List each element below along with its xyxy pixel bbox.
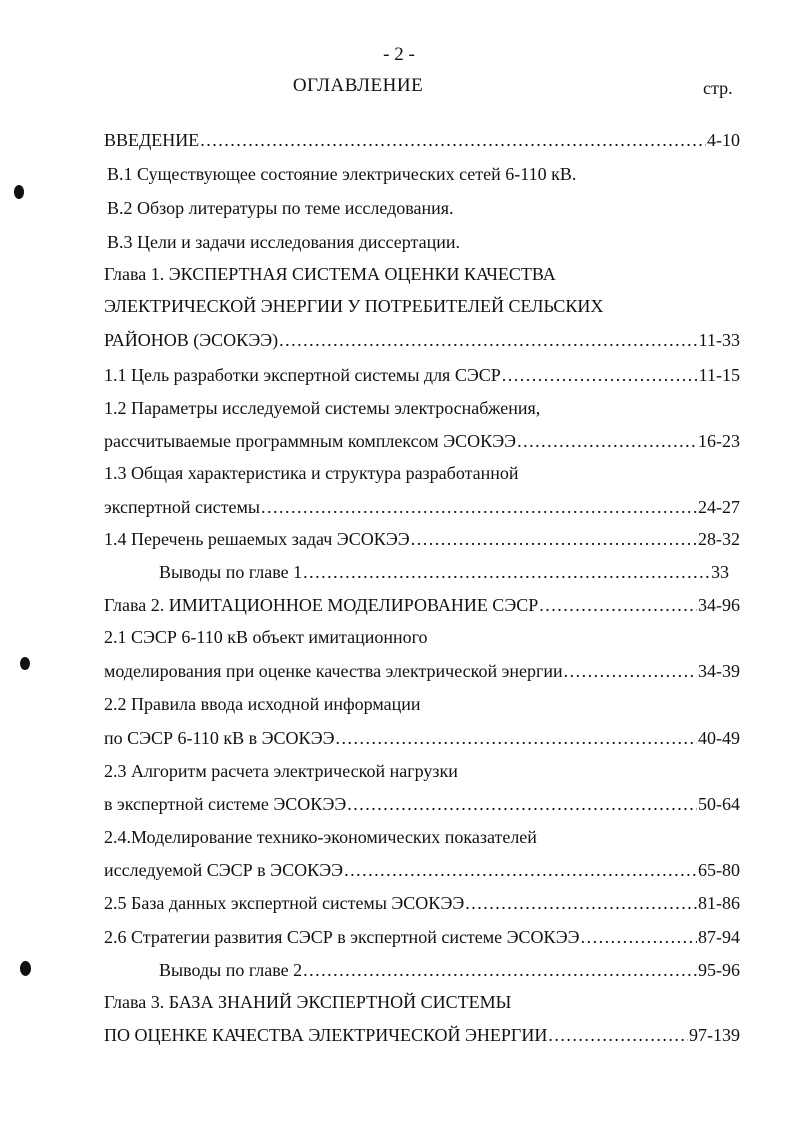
toc-entry-text: моделирования при оценке качества электрической энергии	[104, 661, 563, 681]
toc-entry-text: В.2 Обзор литературы по теме исследования.	[107, 198, 454, 218]
toc-entry-text: Выводы по главе 1	[159, 562, 303, 582]
toc-entry-2-4-line2[interactable]	[104, 858, 740, 882]
toc-entry-pages: 34-39	[698, 661, 740, 681]
toc-chapter3-line1[interactable]	[104, 990, 511, 1014]
toc-entry-text: 2.4.Моделирование технико-экономических показателей	[104, 827, 537, 847]
leader-dots	[279, 328, 698, 352]
toc-entry-text: 2.3 Алгоритм расчета электрической нагрузки	[104, 761, 458, 781]
toc-entry-2-4-line1[interactable]	[104, 825, 537, 849]
toc-chapter1-line2[interactable]	[104, 294, 603, 318]
toc-entry-b2[interactable]	[107, 196, 454, 220]
toc-entry-1-2-line1[interactable]	[104, 396, 540, 420]
leader-dots	[502, 363, 698, 387]
toc-entry-1-1[interactable]	[104, 363, 740, 387]
toc-entry-pages: 11-33	[698, 330, 740, 350]
toc-entry-text: ЭЛЕКТРИЧЕСКОЙ ЭНЕРГИИ У ПОТРЕБИТЕЛЕЙ СЕЛЬСКИХ	[104, 296, 604, 316]
toc-entry-pages: 11-15	[698, 365, 740, 385]
leader-dots	[539, 593, 697, 617]
leader-dots	[200, 128, 706, 152]
toc-entry-pages: 16-23	[698, 431, 740, 451]
toc-chapter1-line3[interactable]	[104, 328, 740, 352]
leader-dots	[581, 925, 697, 949]
toc-chapter3-line2[interactable]	[104, 1023, 740, 1047]
toc-entry-text: 1.1 Цель разработки экспертной системы для СЭСР	[104, 365, 501, 385]
leader-dots	[564, 659, 697, 683]
toc-entry-pages: 65-80	[698, 860, 740, 880]
leader-dots	[303, 958, 697, 982]
leader-dots	[465, 891, 697, 915]
toc-entry-pages: 40-49	[698, 728, 740, 748]
page-number: - 2 -	[383, 44, 415, 65]
toc-entry-b3[interactable]	[107, 230, 460, 254]
toc-entry-text: Выводы по главе 2	[159, 960, 303, 980]
toc-entry-text: рассчитываемые программным комплексом ЭСОКЭЭ	[104, 431, 517, 451]
toc-entry-pages: 28-32	[698, 529, 740, 549]
toc-entry-text: Глава 1. ЭКСПЕРТНАЯ СИСТЕМА ОЦЕНКИ КАЧЕСТВА	[104, 264, 556, 284]
toc-entry-text: РАЙОНОВ (ЭСОКЭЭ)	[104, 330, 279, 350]
toc-entry-intro[interactable]	[104, 128, 740, 152]
leader-dots	[517, 429, 697, 453]
toc-entry-text: ПО ОЦЕНКЕ КАЧЕСТВА ЭЛЕКТРИЧЕСКОЙ ЭНЕРГИИ	[104, 1025, 548, 1045]
toc-entry-conclusions-1[interactable]	[159, 560, 729, 584]
leader-dots	[261, 495, 697, 519]
toc-entry-1-4[interactable]	[104, 527, 740, 551]
toc-entry-pages: 50-64	[698, 794, 740, 814]
toc-entry-2-2-line1[interactable]	[104, 692, 421, 716]
toc-entry-text: 2.5 База данных экспертной системы ЭСОКЭЭ	[104, 893, 465, 913]
leader-dots	[548, 1023, 688, 1047]
toc-entry-2-3-line2[interactable]	[104, 792, 740, 816]
toc-entry-pages: 95-96	[698, 960, 740, 980]
toc-entry-2-3-line1[interactable]	[104, 759, 458, 783]
leader-dots	[336, 726, 698, 750]
toc-chapter2[interactable]	[104, 593, 740, 617]
toc-entry-text: 2.1 СЭСР 6-110 кВ объект имитационного	[104, 627, 428, 647]
toc-entry-conclusions-2[interactable]	[159, 958, 740, 982]
toc-entry-text: исследуемой СЭСР в ЭСОКЭЭ	[104, 860, 344, 880]
toc-chapter1-line1[interactable]	[104, 262, 556, 286]
toc-entry-text: 1.4 Перечень решаемых задач ЭСОКЭЭ	[104, 529, 410, 549]
toc-entry-pages: 34-96	[698, 595, 740, 615]
toc-entry-2-5[interactable]	[104, 891, 740, 915]
toc-entry-text: в экспертной системе ЭСОКЭЭ	[104, 794, 347, 814]
leader-dots	[344, 858, 697, 882]
leader-dots	[411, 527, 697, 551]
toc-entry-pages: 4-10	[707, 130, 740, 150]
toc-entry-2-6[interactable]	[104, 925, 740, 949]
toc-entry-text: по СЭСР 6-110 кВ в ЭСОКЭЭ	[104, 728, 335, 748]
toc-entry-b1[interactable]	[107, 162, 576, 186]
toc-entry-1-3-line1[interactable]	[104, 461, 519, 485]
toc-entry-pages: 33	[711, 562, 729, 582]
toc-entry-1-3-line2[interactable]	[104, 495, 740, 519]
toc-entry-text: экспертной системы	[104, 497, 260, 517]
toc-entry-text: 2.6 Стратегии развития СЭСР в экспертной системе ЭСОКЭЭ	[104, 927, 580, 947]
toc-entry-text: ВВЕДЕНИЕ	[104, 130, 200, 150]
toc-entry-pages: 81-86	[698, 893, 740, 913]
toc-entry-pages: 97-139	[689, 1025, 740, 1045]
toc-entry-pages: 87-94	[698, 927, 740, 947]
toc-entry-2-1-line2[interactable]	[104, 659, 740, 683]
leader-dots	[347, 792, 697, 816]
toc-entry-text: Глава 2. ИМИТАЦИОННОЕ МОДЕЛИРОВАНИЕ СЭСР	[104, 595, 539, 615]
page-title: ОГЛАВЛЕНИЕ	[292, 75, 424, 96]
toc-entry-pages: 24-27	[698, 497, 740, 517]
toc-entry-1-2-line2[interactable]	[104, 429, 740, 453]
toc-entry-text: 2.2 Правила ввода исходной информации	[104, 694, 421, 714]
page-column-label: стр.	[703, 78, 733, 98]
toc-entry-text: 1.2 Параметры исследуемой системы электроснабжения,	[104, 398, 541, 418]
toc-entry-text: В.1 Существующее состояние электрических сетей 6-110 кВ.	[107, 164, 577, 184]
toc-entry-text: 1.3 Общая характеристика и структура разработанной	[104, 463, 519, 483]
leader-dots	[303, 560, 710, 584]
toc-entry-2-2-line2[interactable]	[104, 726, 740, 750]
toc-entry-text: В.3 Цели и задачи исследования диссертации.	[107, 232, 460, 252]
toc-entry-text: Глава 3. БАЗА ЗНАНИЙ ЭКСПЕРТНОЙ СИСТЕМЫ	[104, 992, 512, 1012]
toc-entry-2-1-line1[interactable]	[104, 625, 428, 649]
